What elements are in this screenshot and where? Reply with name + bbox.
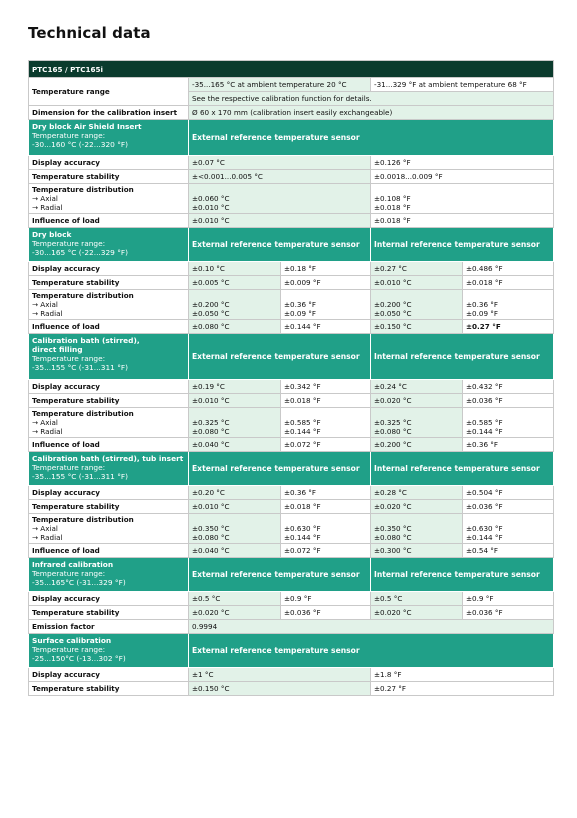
cell: ±0.010 °C bbox=[189, 500, 281, 514]
cell: ±0.630 °F ±0.144 °F bbox=[463, 514, 554, 544]
row-label: Temperature stability bbox=[29, 276, 189, 290]
cell: ±0.27 °C bbox=[371, 262, 463, 276]
row-label: Temperature stability bbox=[29, 394, 189, 408]
cell: ±0.018 °F bbox=[463, 276, 554, 290]
temp-range-row bbox=[29, 78, 554, 92]
sensor-header-external: External reference temperature sensor bbox=[189, 634, 554, 668]
sensor-header-external: External reference temperature sensor bbox=[189, 228, 371, 262]
temp-range-c: -35...165 °C at ambient temperature 20 °C bbox=[189, 78, 371, 92]
cell: ±0.300 °C bbox=[371, 544, 463, 558]
cell: ±0.080 °C bbox=[189, 320, 281, 334]
row-label: Temperature distribution → Axial → Radial bbox=[29, 290, 189, 320]
cell: ±0.342 °F bbox=[281, 380, 371, 394]
row-label: Temperature distribution → Axial → Radial bbox=[29, 514, 189, 544]
cell: ±0.18 °F bbox=[281, 262, 371, 276]
table-row bbox=[29, 320, 554, 334]
cell: ±0.144 °F bbox=[281, 320, 371, 334]
cell: ±0.200 °C bbox=[371, 438, 463, 452]
cell: ±0.27 °F bbox=[371, 682, 554, 696]
cell: ±0.585 °F ±0.144 °F bbox=[281, 408, 371, 438]
table-row bbox=[29, 514, 554, 544]
cell: ±0.010 °C bbox=[371, 276, 463, 290]
table-row bbox=[29, 620, 554, 634]
row-label: Display accuracy bbox=[29, 262, 189, 276]
cell: ±0.020 °C bbox=[371, 394, 463, 408]
table-row bbox=[29, 606, 554, 620]
cell: ±0.036 °F bbox=[463, 500, 554, 514]
row-label: Temperature stability bbox=[29, 682, 189, 696]
technical-data-table bbox=[28, 60, 554, 696]
table-row bbox=[29, 668, 554, 682]
row-label: Influence of load bbox=[29, 438, 189, 452]
section-dry-block bbox=[29, 228, 554, 262]
cell: ±0.036 °F bbox=[463, 394, 554, 408]
cell: ±0.486 °F bbox=[463, 262, 554, 276]
cell: ±0.126 °F bbox=[371, 156, 554, 170]
table-row bbox=[29, 500, 554, 514]
table-row bbox=[29, 184, 554, 214]
cell: ±0.10 °C bbox=[189, 262, 281, 276]
section-title: Dry block Air Shield Insert Temperature range: -30...160 °C (-22...320 °F) bbox=[29, 120, 189, 156]
section-title: Infrared calibration Temperature range: -35...165°C (-31...329 °F) bbox=[29, 558, 189, 592]
cell: ±0.072 °F bbox=[281, 438, 371, 452]
cell: ±0.040 °C bbox=[189, 438, 281, 452]
section-title: Calibration bath (stirred), tub insert Temperature range: -35...155 °C (-31...311 °F) bbox=[29, 452, 189, 486]
cell: ±1 °C bbox=[189, 668, 371, 682]
table-row bbox=[29, 592, 554, 606]
cell: ±<0.001...0.005 °C bbox=[189, 170, 371, 184]
table-row bbox=[29, 408, 554, 438]
row-label: Influence of load bbox=[29, 544, 189, 558]
cell: ±0.108 °F ±0.018 °F bbox=[371, 184, 554, 214]
table-row bbox=[29, 544, 554, 558]
product-name: PTC165 / PTC165i bbox=[29, 61, 554, 78]
section-title: Surface calibration Temperature range: -25...150°C (-13...302 °F) bbox=[29, 634, 189, 668]
cell: 0.9994 bbox=[189, 620, 554, 634]
cell: ±0.5 °C bbox=[189, 592, 281, 606]
cell: ±0.040 °C bbox=[189, 544, 281, 558]
cell: ±0.060 °C ±0.010 °C bbox=[189, 184, 371, 214]
sensor-header-external: External reference temperature sensor bbox=[189, 120, 554, 156]
section-title: Dry block Temperature range: -30...165 °C (-22...329 °F) bbox=[29, 228, 189, 262]
sensor-header-internal: Internal reference temperature sensor bbox=[371, 452, 554, 486]
row-label: Temperature distribution → Axial → Radial bbox=[29, 408, 189, 438]
table-row bbox=[29, 380, 554, 394]
page-title: Technical data bbox=[28, 24, 151, 42]
section-air-shield bbox=[29, 120, 554, 156]
cell: ±0.150 °C bbox=[371, 320, 463, 334]
table-row bbox=[29, 438, 554, 452]
cell: ±0.585 °F ±0.144 °F bbox=[463, 408, 554, 438]
cell: ±0.200 °C ±0.050 °C bbox=[189, 290, 281, 320]
cell: ±0.36 °F ±0.09 °F bbox=[463, 290, 554, 320]
cell: ±0.020 °C bbox=[371, 606, 463, 620]
section-infrared bbox=[29, 558, 554, 592]
cell: ±0.010 °C bbox=[189, 394, 281, 408]
cell: ±0.27 °F bbox=[463, 320, 554, 334]
section-surface bbox=[29, 634, 554, 668]
section-title: Calibration bath (stirred), direct filling Temperature range: -35...155 °C (-31...311 °F) bbox=[29, 334, 189, 380]
sensor-header-internal: Internal reference temperature sensor bbox=[371, 334, 554, 380]
dimension-row bbox=[29, 106, 554, 120]
row-label: Temperature stability bbox=[29, 170, 189, 184]
row-label: Temperature stability bbox=[29, 606, 189, 620]
cell: ±0.005 °C bbox=[189, 276, 281, 290]
cell: ±0.19 °C bbox=[189, 380, 281, 394]
cell: ±0.432 °F bbox=[463, 380, 554, 394]
cell: ±0.504 °F bbox=[463, 486, 554, 500]
cell: ±0.36 °F bbox=[281, 486, 371, 500]
sensor-header-external: External reference temperature sensor bbox=[189, 452, 371, 486]
cell: ±0.009 °F bbox=[281, 276, 371, 290]
row-label: Display accuracy bbox=[29, 156, 189, 170]
row-label: Emission factor bbox=[29, 620, 189, 634]
cell: ±0.200 °C ±0.050 °C bbox=[371, 290, 463, 320]
cell: ±0.020 °C bbox=[371, 500, 463, 514]
sensor-header-internal: Internal reference temperature sensor bbox=[371, 228, 554, 262]
row-label: Display accuracy bbox=[29, 486, 189, 500]
table-row bbox=[29, 682, 554, 696]
cell: ±1.8 °F bbox=[371, 668, 554, 682]
cell: ±0.9 °F bbox=[281, 592, 371, 606]
cell: ±0.010 °C bbox=[189, 214, 371, 228]
cell: ±0.018 °F bbox=[281, 500, 371, 514]
product-row bbox=[29, 61, 554, 78]
table-row bbox=[29, 214, 554, 228]
cell: ±0.07 °C bbox=[189, 156, 371, 170]
dimension-label: Dimension for the calibration insert bbox=[29, 106, 189, 120]
cell: ±0.020 °C bbox=[189, 606, 281, 620]
cell: ±0.018 °F bbox=[281, 394, 371, 408]
cell: ±0.36 °F bbox=[463, 438, 554, 452]
cell: ±0.36 °F ±0.09 °F bbox=[281, 290, 371, 320]
cell: ±0.0018...0.009 °F bbox=[371, 170, 554, 184]
cell: ±0.072 °F bbox=[281, 544, 371, 558]
cell: ±0.20 °C bbox=[189, 486, 281, 500]
dimension-value: Ø 60 x 170 mm (calibration insert easily exchangeable) bbox=[189, 106, 554, 120]
row-label: Display accuracy bbox=[29, 592, 189, 606]
row-label: Temperature distribution → Axial → Radial bbox=[29, 184, 189, 214]
sensor-header-external: External reference temperature sensor bbox=[189, 334, 371, 380]
cell: ±0.036 °F bbox=[463, 606, 554, 620]
row-label: Influence of load bbox=[29, 214, 189, 228]
table-row bbox=[29, 262, 554, 276]
cell: ±0.24 °C bbox=[371, 380, 463, 394]
cell: ±0.9 °F bbox=[463, 592, 554, 606]
cell: ±0.018 °F bbox=[371, 214, 554, 228]
table-row bbox=[29, 276, 554, 290]
cell: ±0.54 °F bbox=[463, 544, 554, 558]
cell: ±0.630 °F ±0.144 °F bbox=[281, 514, 371, 544]
row-label: Influence of load bbox=[29, 320, 189, 334]
table-row bbox=[29, 486, 554, 500]
temp-range-note: See the respective calibration function for details. bbox=[189, 92, 554, 106]
section-bath-tub bbox=[29, 452, 554, 486]
cell: ±0.350 °C ±0.080 °C bbox=[189, 514, 281, 544]
table-row bbox=[29, 290, 554, 320]
table-row bbox=[29, 170, 554, 184]
cell: ±0.28 °C bbox=[371, 486, 463, 500]
sensor-header-external: External reference temperature sensor bbox=[189, 558, 371, 592]
cell: ±0.036 °F bbox=[281, 606, 371, 620]
cell: ±0.325 °C ±0.080 °C bbox=[371, 408, 463, 438]
section-bath-direct bbox=[29, 334, 554, 380]
row-label: Display accuracy bbox=[29, 380, 189, 394]
cell: ±0.350 °C ±0.080 °C bbox=[371, 514, 463, 544]
table-row bbox=[29, 394, 554, 408]
row-label: Temperature stability bbox=[29, 500, 189, 514]
table-row bbox=[29, 156, 554, 170]
cell: ±0.325 °C ±0.080 °C bbox=[189, 408, 281, 438]
cell: ±0.5 °C bbox=[371, 592, 463, 606]
cell: ±0.150 °C bbox=[189, 682, 371, 696]
temp-range-f: -31...329 °F at ambient temperature 68 °F bbox=[371, 78, 554, 92]
temp-range-label: Temperature range bbox=[29, 78, 189, 106]
row-label: Display accuracy bbox=[29, 668, 189, 682]
sensor-header-internal: Internal reference temperature sensor bbox=[371, 558, 554, 592]
